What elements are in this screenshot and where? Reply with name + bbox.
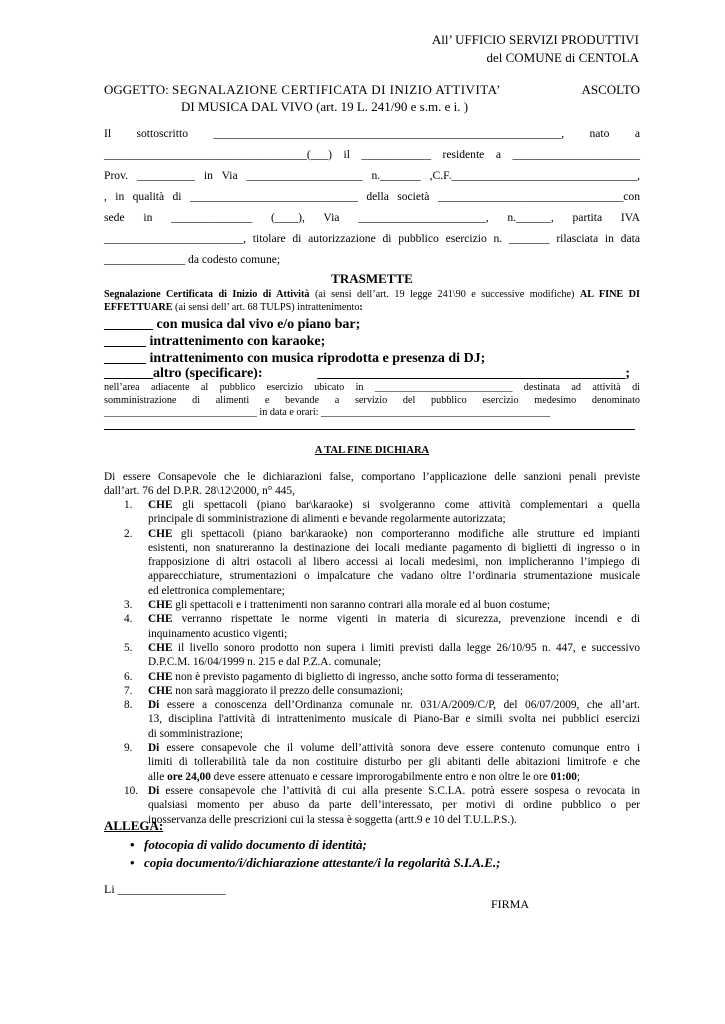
allega-item-id [104, 836, 640, 854]
trasmette-text-2 [104, 302, 640, 314]
declaration-line [148, 670, 640, 684]
allega-item-text: fotocopia di valido documento di identità; [144, 837, 367, 852]
subject-title: SEGNALAZIONE CERTIFICATA DI INIZIO ATTIVITA’ [172, 82, 501, 97]
option-specify-blank: ____________________________________________; [317, 366, 630, 381]
declaration-item [104, 784, 640, 827]
declaration-text: gli spettacoli e i trattenimenti non saranno contrari alla morale ed al buon costume; [172, 599, 551, 612]
declaration-text: di somministrazione; [148, 727, 244, 740]
option-text: intrattenimento con karaoke; [146, 334, 326, 349]
option-live-music [104, 316, 640, 334]
declaration-text: il livello sonoro prodotto non supera i limiti previsti dalla legge 26/10/95 n. 447, e successivo [172, 641, 640, 654]
declaration-text: verranno rispettate le norme vigenti in materia di sicurezza, prevenzione incendi e di [172, 613, 640, 626]
declaration-lead: CHE [148, 613, 173, 626]
declaration-text: ed elettronica complementare; [148, 584, 285, 597]
area-line-2: somministrazione di alimenti e bevande a servizio del pubblico esercizio medesimo denominato [104, 395, 640, 406]
declaration-line [148, 798, 640, 812]
declaration-text: gli spettacoli (piano bar\karaoke) si svolgeranno come attività complementari a quella [172, 499, 640, 511]
subject-title-2: DI MUSICA DAL VIVO [181, 99, 313, 114]
effettuare-label: EFFETTUARE [104, 302, 173, 313]
form-line-4: , in qualità di _____________________________ della società ________________________________con [104, 190, 640, 203]
subject-line-1 [104, 81, 640, 98]
colon: : [359, 302, 363, 313]
declaration-number: 4. [124, 613, 133, 626]
recipient-line-1: All’ UFFICIO SERVIZI PRODUTTIVI [431, 32, 639, 47]
time-limit-2: 01:00 [550, 770, 577, 783]
declaration-number: 8. [124, 699, 133, 712]
declaration-line [148, 584, 640, 598]
option-text: altro (specificare): [153, 366, 263, 381]
declaration-text: non sarà maggiorato il prezzo delle consumazioni; [172, 684, 404, 697]
declaration-line [148, 727, 640, 741]
declaration-line [148, 512, 640, 526]
signature-label: FIRMA [491, 897, 530, 911]
scia-ref: (ai sensi dell’art. 19 legge 241\90 e successive modifiche) [309, 289, 580, 300]
declaration-lead: CHE [148, 684, 173, 697]
area-line-3: ______________________________ in data e orari: _____________________________________________ [104, 407, 551, 418]
declaration-text: inosservanza delle prescrizioni cui la stessa è soggetta (artt.9 e 10 del T.U.L.P.S.). [148, 813, 517, 826]
declaration-item [104, 598, 640, 612]
declaration-text: apparecchiature, strumentazioni o impalcature che vadano oltre l’ordinaria strumentazione musicale [148, 570, 640, 583]
bullet-icon: • [130, 837, 135, 852]
declaration-line [148, 541, 640, 555]
dichiara-heading: A TAL FINE DICHIARA [314, 445, 430, 456]
declaration-number: 1. [124, 499, 133, 511]
li-label: Li [104, 882, 118, 896]
declaration-text: esistenti, non snatureranno la destinazione dei locali mediante pagamento di biglietti di ingresso o in [148, 541, 640, 554]
declaration-text: essere consapevole che l’attività di cui alla presente S.C.I.A. potrà essere sospesa o revocata in [159, 784, 640, 797]
declaration-number: 10. [124, 784, 139, 797]
declaration-line [148, 770, 640, 784]
declaration-line [148, 569, 640, 583]
declaration-lead: Di [148, 699, 160, 712]
declaration-item [104, 670, 640, 684]
declaration-item [104, 741, 640, 784]
declaration-text: essere consapevole che il volume dell’attività sonora deve essere contenuto comunque entro i [159, 742, 640, 755]
form-line-2: ___________________________________(___) il ____________ residente a ______________________ [104, 148, 640, 161]
declaration-text: inquinamento acustico vigenti; [148, 627, 288, 640]
form-line-7: ______________ da codesto comune; [104, 253, 281, 266]
declaration-line [148, 527, 640, 541]
recipient-line-2: del COMUNE di CENTOLA [486, 50, 639, 65]
form-line-3: Prov. __________ in Via ____________________ n._______ ,C.F.________________________________, [104, 169, 640, 182]
scia-label: Segnalazione Certificata di Inizio di Attività [104, 289, 310, 300]
declaration-item [104, 698, 640, 741]
option-blank: _______ [104, 366, 153, 381]
declaration-lead: Di [148, 784, 160, 797]
declaration-text: deve essere attenuato e cessare improrogabilmente entro e non oltre le ore [210, 770, 551, 783]
declaration-item [104, 527, 640, 598]
declaration-line [148, 555, 640, 569]
declaration-line [148, 598, 640, 612]
subject-label: OGGETTO: [104, 82, 169, 97]
subject-line-2 [181, 98, 468, 115]
declaration-text: non è previsto pagamento di biglietto di ingresso, anche sotto forma di tesseramento; [172, 670, 559, 683]
declaration-number: 6. [124, 670, 133, 683]
declaration-text: qualsiasi momento per abuso da parte dell’interessato, per motivi di ordine pubblico o per [148, 799, 640, 812]
place-date-line [104, 881, 226, 897]
allega-heading: ALLEGA: [104, 818, 164, 833]
declaration-number: 2. [124, 527, 133, 540]
allega-item-text: copia documento/i/dichiarazione attestante/i la regolarità S.I.A.E.; [144, 855, 501, 870]
declaration-number: 5. [124, 641, 133, 654]
form-line-6: ________________________, titolare di autorizzazione di pubblico esercizio n. _______ rilasciata in data [104, 232, 640, 245]
option-text: con musica dal vivo e/o piano bar; [153, 317, 361, 332]
declaration-item [104, 641, 640, 670]
declaration-text: essere a conoscenza dell’Ordinanza comunale nr. 031/A/2009/C/P, del 06/07/2009, che all’art. [159, 699, 640, 712]
declaration-lead: CHE [148, 641, 173, 654]
form-line-5: sede in ______________ (____), Via ______________________, n.______, partita IVA [104, 211, 640, 224]
declarations-list [104, 498, 640, 827]
declaration-line [148, 627, 640, 641]
declaration-text: ; [576, 770, 581, 783]
declaration-line [148, 698, 640, 712]
declaration-number: 9. [124, 742, 133, 755]
declaration-text: frapposizione di altri ostacoli al libero accessi ai locali medesimi, non implicheranno l’impiego di [148, 556, 640, 569]
declaration-text: alle [148, 770, 168, 783]
declaration-line [148, 755, 640, 769]
declaration-item [104, 498, 640, 527]
declaration-text: 13, disciplina l'attività di intrattenimento musicale di Piano-Bar e simili svolta nei pubblici esercizi [148, 713, 640, 726]
declaration-line [148, 655, 640, 669]
declaration-text: gli spettacoli (piano bar\karaoke) non comporteranno modifiche alle strutture ed impianti [172, 527, 640, 540]
allega-item-siae [104, 854, 640, 872]
dichiara-list [104, 498, 640, 827]
declaration-lead: CHE [148, 670, 173, 683]
trasmette-heading: TRASMETTE [331, 271, 413, 286]
declaration-line [148, 712, 640, 726]
declaration-item [104, 684, 640, 698]
separator-line [104, 429, 635, 430]
option-blank: _______ [104, 317, 153, 332]
declaration-item [104, 612, 640, 641]
declaration-line [148, 741, 640, 755]
declaration-lead: CHE [148, 499, 173, 511]
option-karaoke [104, 333, 640, 351]
declaration-text: principale di somministrazione di alimenti e bevande regolarmente autorizzata; [148, 513, 506, 526]
trasmette-text-1 [104, 289, 640, 301]
subject-title-end: ASCOLTO [581, 82, 640, 97]
declaration-lead: CHE [148, 599, 173, 612]
tulps-ref: (ai sensi dell’ art. 68 TULPS) intrattenimento [172, 302, 360, 313]
area-line-1: nell’area adiacente al pubblico esercizio ubicato in ___________________________ destinata ad attività di [104, 382, 640, 393]
li-blank[interactable]: __________________ [117, 882, 226, 896]
declaration-line [148, 498, 640, 512]
declaration-text: D.P.C.M. 16/04/1999 n. 215 e dal P.Z.A. comunale; [148, 656, 382, 669]
declaration-line [148, 784, 640, 798]
form-line-1: Il sottoscritto ____________________________________________________________, nato a [104, 127, 640, 140]
declaration-lead: Di [148, 742, 160, 755]
declaration-number: 7. [124, 684, 133, 697]
declaration-number: 3. [124, 599, 133, 612]
option-blank: ______ [104, 351, 146, 366]
option-other [104, 365, 640, 383]
dichiara-intro-2: dall’art. 76 del D.P.R. 28\12\2000, n° 445, [104, 485, 295, 497]
declaration-line [148, 641, 640, 655]
time-limit-1: ore 24,00 [167, 770, 211, 783]
declaration-line [148, 612, 640, 626]
option-text: intrattenimento con musica riprodotta e presenza di DJ; [146, 351, 486, 366]
declaration-line [148, 684, 640, 698]
bullet-icon: • [130, 855, 135, 870]
declaration-text: limiti di tollerabilità tale da non costituire disturbo per gli abitanti delle abitazioni limitrofe e che [148, 756, 640, 769]
option-blank: ______ [104, 334, 146, 349]
al-fine-di: AL FINE DI [579, 289, 640, 300]
dichiara-intro-1: Di essere Consapevole che le dichiarazioni false, comportano l’applicazione delle sanzioni penali previste [104, 471, 640, 483]
declaration-lead: CHE [148, 527, 173, 540]
declaration-line [148, 813, 640, 827]
subject-ref: (art. 19 L. 241/90 e s.m. e i. ) [316, 99, 469, 114]
